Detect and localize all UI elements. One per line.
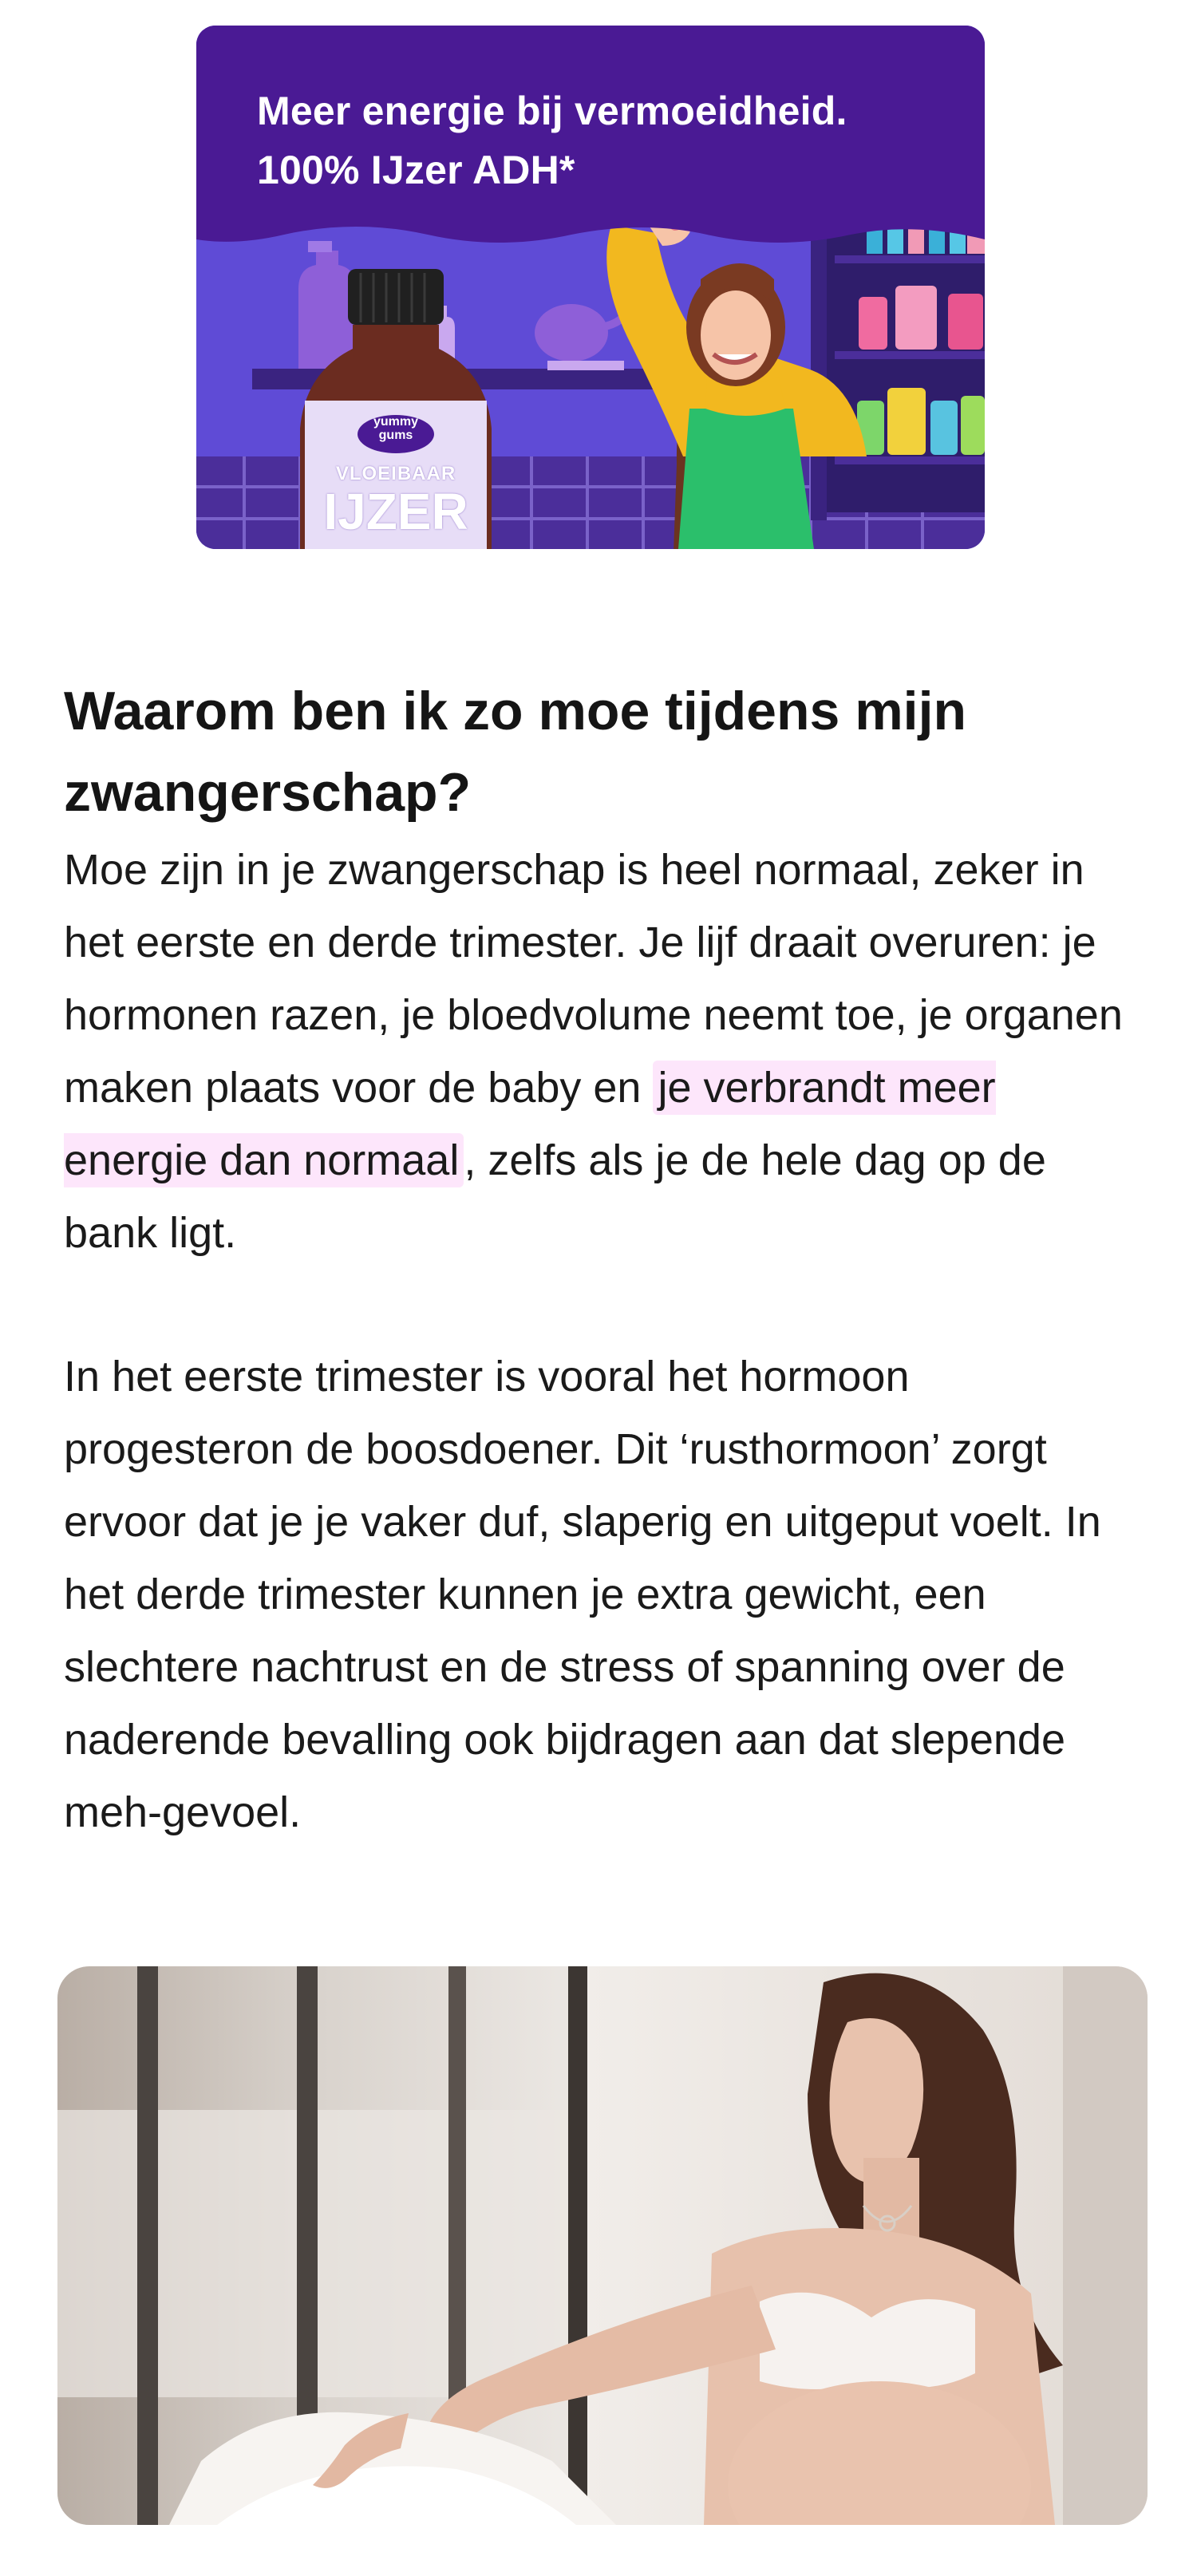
product-type: VLOEIBAAR: [335, 463, 456, 484]
highlighted-text: je verbrandt meer energie dan normaal: [64, 1061, 996, 1187]
product-brand-logo: [359, 415, 433, 442]
product-brand-line2: gums: [378, 429, 413, 442]
article-paragraph-1: [64, 834, 1149, 1270]
paragraph-1-text-end: , zelfs als je de hele dag op de bank ligt.: [64, 1136, 1046, 1257]
pregnant-woman-photo: [57, 1966, 1148, 2525]
paragraph-1-text-start: Moe zijn in je zwangerschap is heel normaal, zeker in het eerste en derde trimester. Je lijf draait overuren: je hormonen razen, je bloedvolume neemt toe, je organen maken plaats voor de baby en: [64, 846, 1123, 1112]
article-photo: [57, 1966, 1148, 2525]
banner-headline: [257, 81, 847, 200]
article-heading: Waarom ben ik zo moe tijdens mijn zwangerschap?: [64, 681, 966, 823]
banner-headline-line2: 100% IJzer ADH*: [257, 148, 575, 192]
product-name: IJZER: [323, 483, 468, 540]
product-brand-line1: yummy: [373, 415, 419, 429]
banner-headline-line1: Meer energie bij vermoeidheid.: [257, 89, 847, 133]
article-paragraph-2: In het eerste trimester is vooral het hormoon progesteron de boosdoener. Dit ‘rusthormoon’ zorgt ervoor dat je je vaker duf, slaperig en uitgeput voelt. In het derde trimester kunnen je extra gewicht, een slechtere nachtrust en de stress of spanning over de naderende bevalling ook bijdragen aan dat slepende meh-gevoel.: [64, 1353, 1101, 1836]
promo-banner[interactable]: [196, 26, 985, 549]
